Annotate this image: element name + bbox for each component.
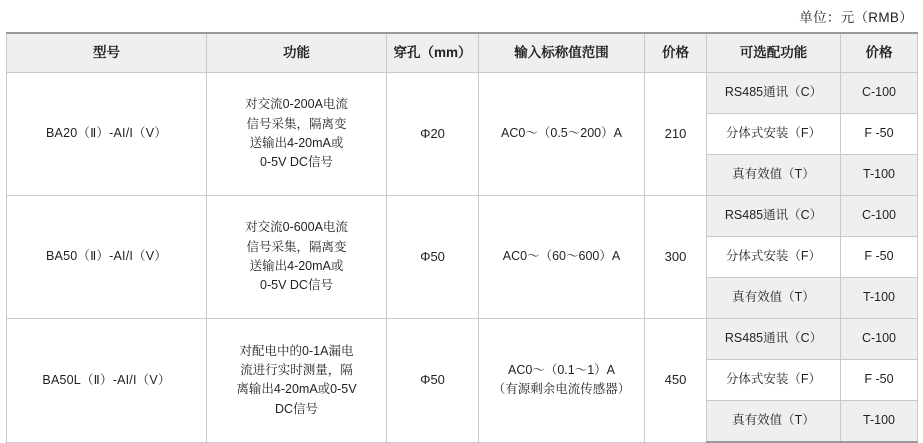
header-function: 功能	[207, 33, 387, 73]
cell-price: 300	[645, 196, 707, 319]
function-line: DC信号	[274, 401, 319, 416]
cell-hole: Φ20	[387, 73, 479, 196]
cell-optional-function: RS485通讯（C）	[707, 196, 841, 237]
function-line: 离输出4-20mA或0-5V	[236, 382, 357, 397]
function-line: 送输出4-20mA或	[249, 259, 344, 273]
cell-optional-function: RS485通讯（C）	[707, 73, 841, 114]
cell-optional-function: 真有效值（T）	[707, 401, 841, 443]
input-range-line: AC0～（0.1～1）A	[508, 362, 615, 377]
cell-optional-price: C-100	[841, 73, 918, 114]
cell-optional-price: T-100	[841, 278, 918, 319]
cell-function	[207, 196, 387, 319]
cell-optional-function: RS485通讯（C）	[707, 319, 841, 360]
cell-optional-price: T-100	[841, 401, 918, 443]
cell-optional-function: 分体式安装（F）	[707, 114, 841, 155]
cell-optional-price: T-100	[841, 155, 918, 196]
cell-model: BA20（Ⅱ）-AI/I（V）	[7, 73, 207, 196]
cell-price: 210	[645, 73, 707, 196]
cell-model: BA50（Ⅱ）-AI/I（V）	[7, 196, 207, 319]
function-line: 对交流0-600A电流	[245, 220, 348, 235]
cell-hole: Φ50	[387, 319, 479, 443]
cell-optional-price: C-100	[841, 319, 918, 360]
cell-input-range	[479, 196, 645, 319]
input-range-line: （有源剩余电流传感器）	[492, 382, 631, 397]
cell-optional-price: C-100	[841, 196, 918, 237]
function-line: 流进行实时测量，隔	[240, 362, 353, 377]
cell-hole: Φ50	[387, 196, 479, 319]
function-line: 信号采集，隔离变	[246, 116, 347, 131]
cell-optional-price: F -50	[841, 114, 918, 155]
cell-optional-price: F -50	[841, 360, 918, 401]
input-range-line: AC0～（0.5～200）A	[501, 126, 622, 141]
header-input-range: 输入标称值范围	[479, 33, 645, 73]
header-optional-function: 可选配功能	[707, 33, 841, 73]
cell-optional-function: 分体式安装（F）	[707, 360, 841, 401]
header-hole: 穿孔（mm）	[387, 33, 479, 73]
function-line: 送输出4-20mA或	[249, 136, 344, 150]
cell-model: BA50L（Ⅱ）-AI/I（V）	[7, 319, 207, 443]
cell-optional-price: F -50	[841, 237, 918, 278]
specification-table	[6, 32, 918, 443]
function-line: 对配电中的0-1A漏电	[239, 343, 354, 358]
function-line: 0-5V DC信号	[260, 155, 333, 170]
table-header-row	[7, 33, 918, 73]
cell-function	[207, 73, 387, 196]
cell-price: 450	[645, 319, 707, 443]
table-row	[7, 73, 918, 114]
input-range-line: AC0～（60～600）A	[502, 249, 621, 264]
function-line: 0-5V DC信号	[260, 278, 333, 293]
unit-note: 单位：元（RMB）	[799, 10, 913, 25]
table-body	[7, 73, 918, 443]
table-row	[7, 319, 918, 360]
cell-input-range	[479, 73, 645, 196]
table-header	[7, 33, 918, 73]
table-row	[7, 196, 918, 237]
function-line: 对交流0-200A电流	[245, 97, 348, 112]
cell-optional-function: 真有效值（T）	[707, 278, 841, 319]
header-model: 型号	[7, 33, 207, 73]
cell-input-range	[479, 319, 645, 443]
function-line: 信号采集，隔离变	[246, 239, 347, 254]
cell-optional-function: 分体式安装（F）	[707, 237, 841, 278]
header-optional-price: 价格	[841, 33, 918, 73]
cell-optional-function: 真有效值（T）	[707, 155, 841, 196]
header-price: 价格	[645, 33, 707, 73]
cell-function	[207, 319, 387, 443]
